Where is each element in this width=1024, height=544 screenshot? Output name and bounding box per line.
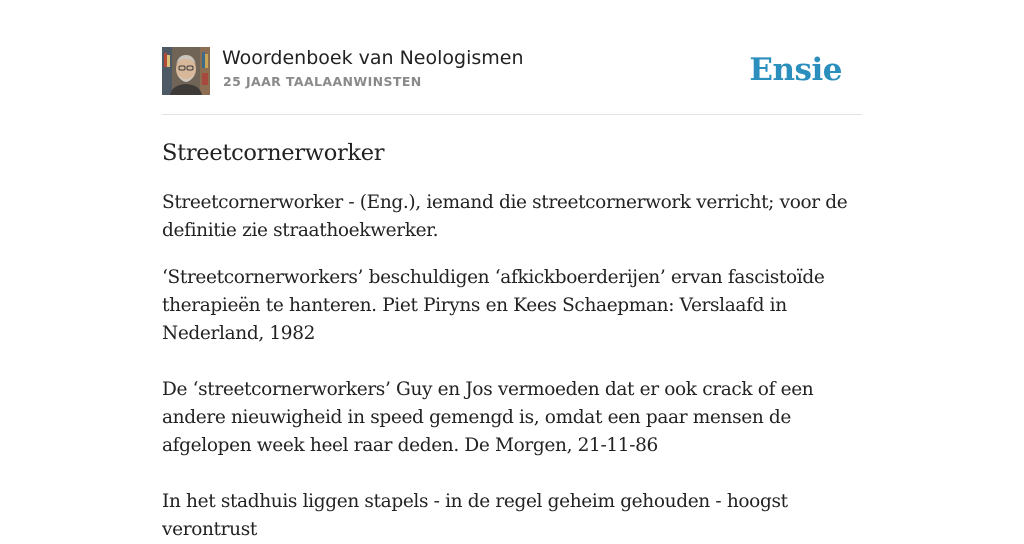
entry-content bbox=[162, 138, 862, 544]
entry-definition: Streetcornerworker - (Eng.), iemand die streetcornerwork verricht; voor de definitie zie straathoekwerker. bbox=[162, 192, 848, 241]
entry-title: Streetcornerworker bbox=[162, 140, 385, 166]
entry-quote: ‘Streetcornerworkers’ beschuldigen ‘afkickboerderijen’ ervan fascistoïde therapieën te hanteren. Piet Piryns en Kees Schaepman: Verslaafd in Nederland, 1982 bbox=[162, 267, 825, 344]
site-subtitle: 25 JAAR TAALAANWINSTEN bbox=[223, 74, 422, 89]
entry-quote: De ‘streetcornerworkers’ Guy en Jos vermoeden dat er ook crack of een andere nieuwigheid in speed gemengd is, omdat een paar mensen de afgelopen week heel raar deden. De Morgen, 21-11-86 bbox=[162, 379, 814, 456]
brand-logo-link[interactable]: Ensie bbox=[749, 52, 842, 88]
site-title[interactable]: Woordenboek van Neologismen bbox=[222, 47, 524, 69]
site-header bbox=[162, 46, 862, 115]
avatar-portrait-image bbox=[162, 47, 210, 95]
author-avatar[interactable] bbox=[162, 47, 210, 95]
entry-quote: In het stadhuis liggen stapels - in de regel geheim gehouden - hoogst verontrust bbox=[162, 491, 788, 540]
